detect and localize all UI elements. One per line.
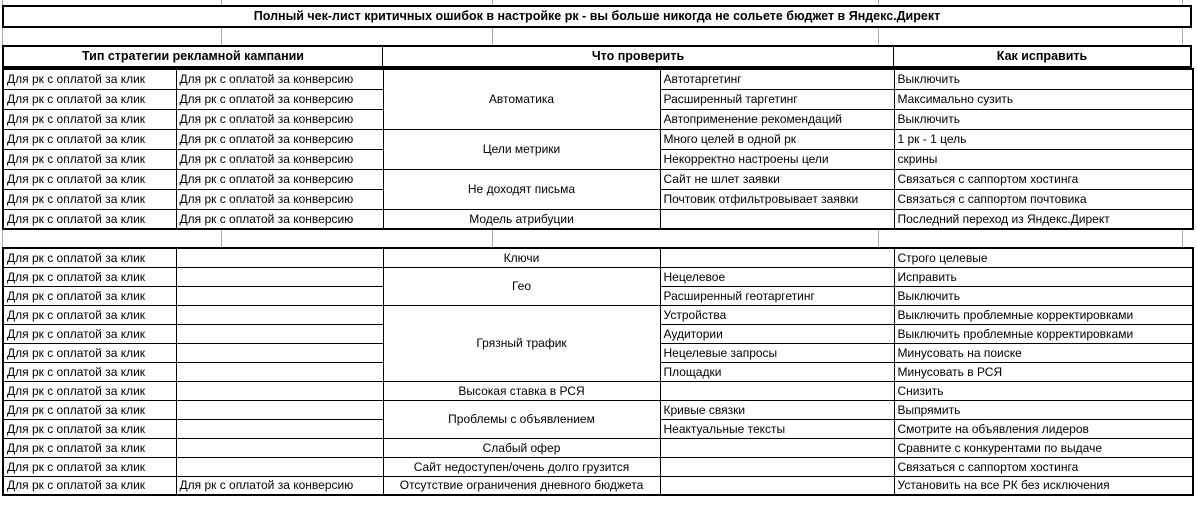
cell-what-to-check <box>660 476 894 495</box>
cell-strategy-pay-per-click: Для рк с оплатой за клик <box>3 400 176 419</box>
checklist-sheet <box>2 0 1192 496</box>
cell-error-category: Автоматика <box>383 69 660 129</box>
cell-error-category: Слабый офер <box>383 438 660 457</box>
cell-error-category: Ключи <box>383 248 660 267</box>
cell-strategy-pay-per-conversion: Для рк с оплатой за конверсию <box>176 129 383 149</box>
cell-what-to-check: Некорректно настроены цели <box>660 149 894 169</box>
cell-error-category: Проблемы с объявлением <box>383 400 660 438</box>
cell-strategy-pay-per-click: Для рк с оплатой за клик <box>3 343 176 362</box>
cell-what-to-check: Кривые связки <box>660 400 894 419</box>
cell-strategy-pay-per-click: Для рк с оплатой за клик <box>3 476 176 495</box>
cell-strategy-pay-per-conversion <box>176 438 383 457</box>
cell-strategy-pay-per-conversion: Для рк с оплатой за конверсию <box>176 169 383 189</box>
cell-strategy-pay-per-conversion: Для рк с оплатой за конверсию <box>176 149 383 169</box>
cell-how-to-fix: Последний переход из Яндекс.Директ <box>894 209 1193 229</box>
cell-what-to-check: Расширенный таргетинг <box>660 89 894 109</box>
cell-what-to-check: Много целей в одной рк <box>660 129 894 149</box>
gridline <box>1182 0 1183 5</box>
cell-how-to-fix: Снизить <box>894 381 1193 400</box>
cell-strategy-pay-per-click: Для рк с оплатой за клик <box>3 438 176 457</box>
cell-strategy-pay-per-click: Для рк с оплатой за клик <box>3 362 176 381</box>
cell-what-to-check <box>660 438 894 457</box>
cell-strategy-pay-per-click: Для рк с оплатой за клик <box>3 381 176 400</box>
cell-strategy-pay-per-conversion <box>176 381 383 400</box>
header-strategy-type: Тип стратегии рекламной кампании <box>81 49 304 63</box>
cell-strategy-pay-per-conversion <box>176 419 383 438</box>
cell-what-to-check <box>660 457 894 476</box>
cell-how-to-fix: Сравните с конкурентами по выдаче <box>894 438 1193 457</box>
cell-strategy-pay-per-conversion: Для рк с оплатой за конверсию <box>176 89 383 109</box>
cell-what-to-check: Аудитории <box>660 324 894 343</box>
gridline <box>878 230 879 247</box>
gridline <box>1182 28 1183 45</box>
gridline <box>221 28 222 45</box>
cell-how-to-fix: Минусовать в РСЯ <box>894 362 1193 381</box>
table-row <box>3 267 1193 286</box>
cell-what-to-check: Расширенный геотаргетинг <box>660 286 894 305</box>
table-row <box>3 129 1193 149</box>
table-row <box>3 457 1193 476</box>
checklist-table-top <box>2 68 1194 230</box>
cell-how-to-fix: Минусовать на поиске <box>894 343 1193 362</box>
cell-error-category: Высокая ставка в РСЯ <box>383 381 660 400</box>
cell-strategy-pay-per-click: Для рк с оплатой за клик <box>3 286 176 305</box>
cell-strategy-pay-per-conversion: Для рк с оплатой за конверсию <box>176 109 383 129</box>
cell-strategy-pay-per-click: Для рк с оплатой за клик <box>3 149 176 169</box>
gridline <box>1182 230 1183 247</box>
gridline <box>492 0 493 5</box>
cell-how-to-fix: Связаться с саппортом хостинга <box>894 457 1193 476</box>
cell-strategy-pay-per-click: Для рк с оплатой за клик <box>3 305 176 324</box>
table-row <box>3 169 1193 189</box>
cell-error-category: Модель атрибуции <box>383 209 660 229</box>
grid-gap-strip <box>2 28 1192 45</box>
cell-strategy-pay-per-click: Для рк с оплатой за клик <box>3 189 176 209</box>
cell-what-to-check: Автотаргетинг <box>660 69 894 89</box>
header-what-to-check: Что проверить <box>382 47 893 66</box>
cell-what-to-check <box>660 248 894 267</box>
gridline <box>2 28 3 45</box>
cell-strategy-pay-per-conversion <box>176 400 383 419</box>
cell-strategy-pay-per-conversion <box>176 267 383 286</box>
gridline <box>492 230 493 247</box>
table-row <box>3 248 1193 267</box>
table-row <box>3 305 1193 324</box>
cell-strategy-pay-per-conversion: Для рк с оплатой за конверсию <box>176 189 383 209</box>
checklist-table-bottom <box>2 247 1194 496</box>
cell-how-to-fix: Связаться с саппортом почтовика <box>894 189 1193 209</box>
cell-error-category: Не доходят письма <box>383 169 660 209</box>
cell-how-to-fix: Выключить <box>894 109 1193 129</box>
cell-strategy-pay-per-conversion <box>176 324 383 343</box>
cell-what-to-check: Устройства <box>660 305 894 324</box>
cell-what-to-check: Нецелевое <box>660 267 894 286</box>
cell-strategy-pay-per-click: Для рк с оплатой за клик <box>3 169 176 189</box>
cell-strategy-pay-per-conversion <box>176 286 383 305</box>
cell-how-to-fix: Связаться с саппортом хостинга <box>894 169 1193 189</box>
table-row <box>3 381 1193 400</box>
header-row <box>2 45 1192 68</box>
cell-strategy-pay-per-conversion: Для рк с оплатой за конверсию <box>176 476 383 495</box>
cell-how-to-fix: Смотрите на объявления лидеров <box>894 419 1193 438</box>
checklist-title: Полный чек-лист критичных ошибок в настройке рк - вы больше никогда не сольете бюджет в Яндекс.Директ <box>2 5 1192 28</box>
gridline <box>878 28 879 45</box>
cell-strategy-pay-per-click: Для рк с оплатой за клик <box>3 89 176 109</box>
cell-what-to-check: Нецелевые запросы <box>660 343 894 362</box>
gridline <box>878 0 879 5</box>
cell-what-to-check: Автоприменение рекомендаций <box>660 109 894 129</box>
cell-how-to-fix: Выключить проблемные корректировками <box>894 305 1193 324</box>
cell-how-to-fix: Строго целевые <box>894 248 1193 267</box>
cell-how-to-fix: 1 рк - 1 цель <box>894 129 1193 149</box>
table-row <box>3 209 1193 229</box>
cell-error-category: Грязный трафик <box>383 305 660 381</box>
cell-error-category: Цели метрики <box>383 129 660 169</box>
cell-error-category: Сайт недоступен/очень долго грузится <box>383 457 660 476</box>
cell-what-to-check <box>660 209 894 229</box>
gridline <box>492 28 493 45</box>
cell-how-to-fix: Выключить <box>894 69 1193 89</box>
cell-strategy-pay-per-conversion: Для рк с оплатой за конверсию <box>176 209 383 229</box>
table-row <box>3 476 1193 495</box>
gridline <box>221 230 222 247</box>
cell-strategy-pay-per-click: Для рк с оплатой за клик <box>3 69 176 89</box>
cell-strategy-pay-per-click: Для рк с оплатой за клик <box>3 248 176 267</box>
cell-strategy-pay-per-conversion: Для рк с оплатой за конверсию <box>176 69 383 89</box>
cell-strategy-pay-per-click: Для рк с оплатой за клик <box>3 209 176 229</box>
cell-how-to-fix: Исправить <box>894 267 1193 286</box>
grid-gap-strip <box>2 0 1192 5</box>
cell-strategy-pay-per-conversion <box>176 305 383 324</box>
cell-what-to-check: Почтовик отфильтровывает заявки <box>660 189 894 209</box>
cell-strategy-pay-per-conversion <box>176 362 383 381</box>
cell-how-to-fix: Установить на все РК без исключения <box>894 476 1193 495</box>
cell-strategy-pay-per-click: Для рк с оплатой за клик <box>3 457 176 476</box>
gridline <box>2 230 3 247</box>
cell-what-to-check: Неактуальные тексты <box>660 419 894 438</box>
gridline <box>221 0 222 5</box>
cell-strategy-pay-per-click: Для рк с оплатой за клик <box>3 109 176 129</box>
cell-strategy-pay-per-click: Для рк с оплатой за клик <box>3 129 176 149</box>
cell-how-to-fix: Выключить <box>894 286 1193 305</box>
cell-how-to-fix: Выключить проблемные корректировками <box>894 324 1193 343</box>
cell-strategy-pay-per-conversion <box>176 248 383 267</box>
table-row <box>3 438 1193 457</box>
cell-error-category: Гео <box>383 267 660 305</box>
cell-what-to-check: Сайт не шлет заявки <box>660 169 894 189</box>
cell-strategy-pay-per-click: Для рк с оплатой за клик <box>3 267 176 286</box>
table-row <box>3 400 1193 419</box>
cell-what-to-check <box>660 381 894 400</box>
cell-how-to-fix: Выпрямить <box>894 400 1193 419</box>
cell-strategy-pay-per-conversion <box>176 343 383 362</box>
cell-how-to-fix: скрины <box>894 149 1193 169</box>
header-how-to-fix: Как исправить <box>893 47 1190 66</box>
grid-gap-strip <box>2 230 1192 247</box>
table-row <box>3 69 1193 89</box>
cell-strategy-pay-per-click: Для рк с оплатой за клик <box>3 324 176 343</box>
cell-how-to-fix: Максимально сузить <box>894 89 1193 109</box>
gridline <box>2 0 3 5</box>
cell-what-to-check: Площадки <box>660 362 894 381</box>
cell-error-category: Отсутствие ограничения дневного бюджета <box>383 476 660 495</box>
cell-strategy-pay-per-conversion <box>176 457 383 476</box>
cell-strategy-pay-per-click: Для рк с оплатой за клик <box>3 419 176 438</box>
